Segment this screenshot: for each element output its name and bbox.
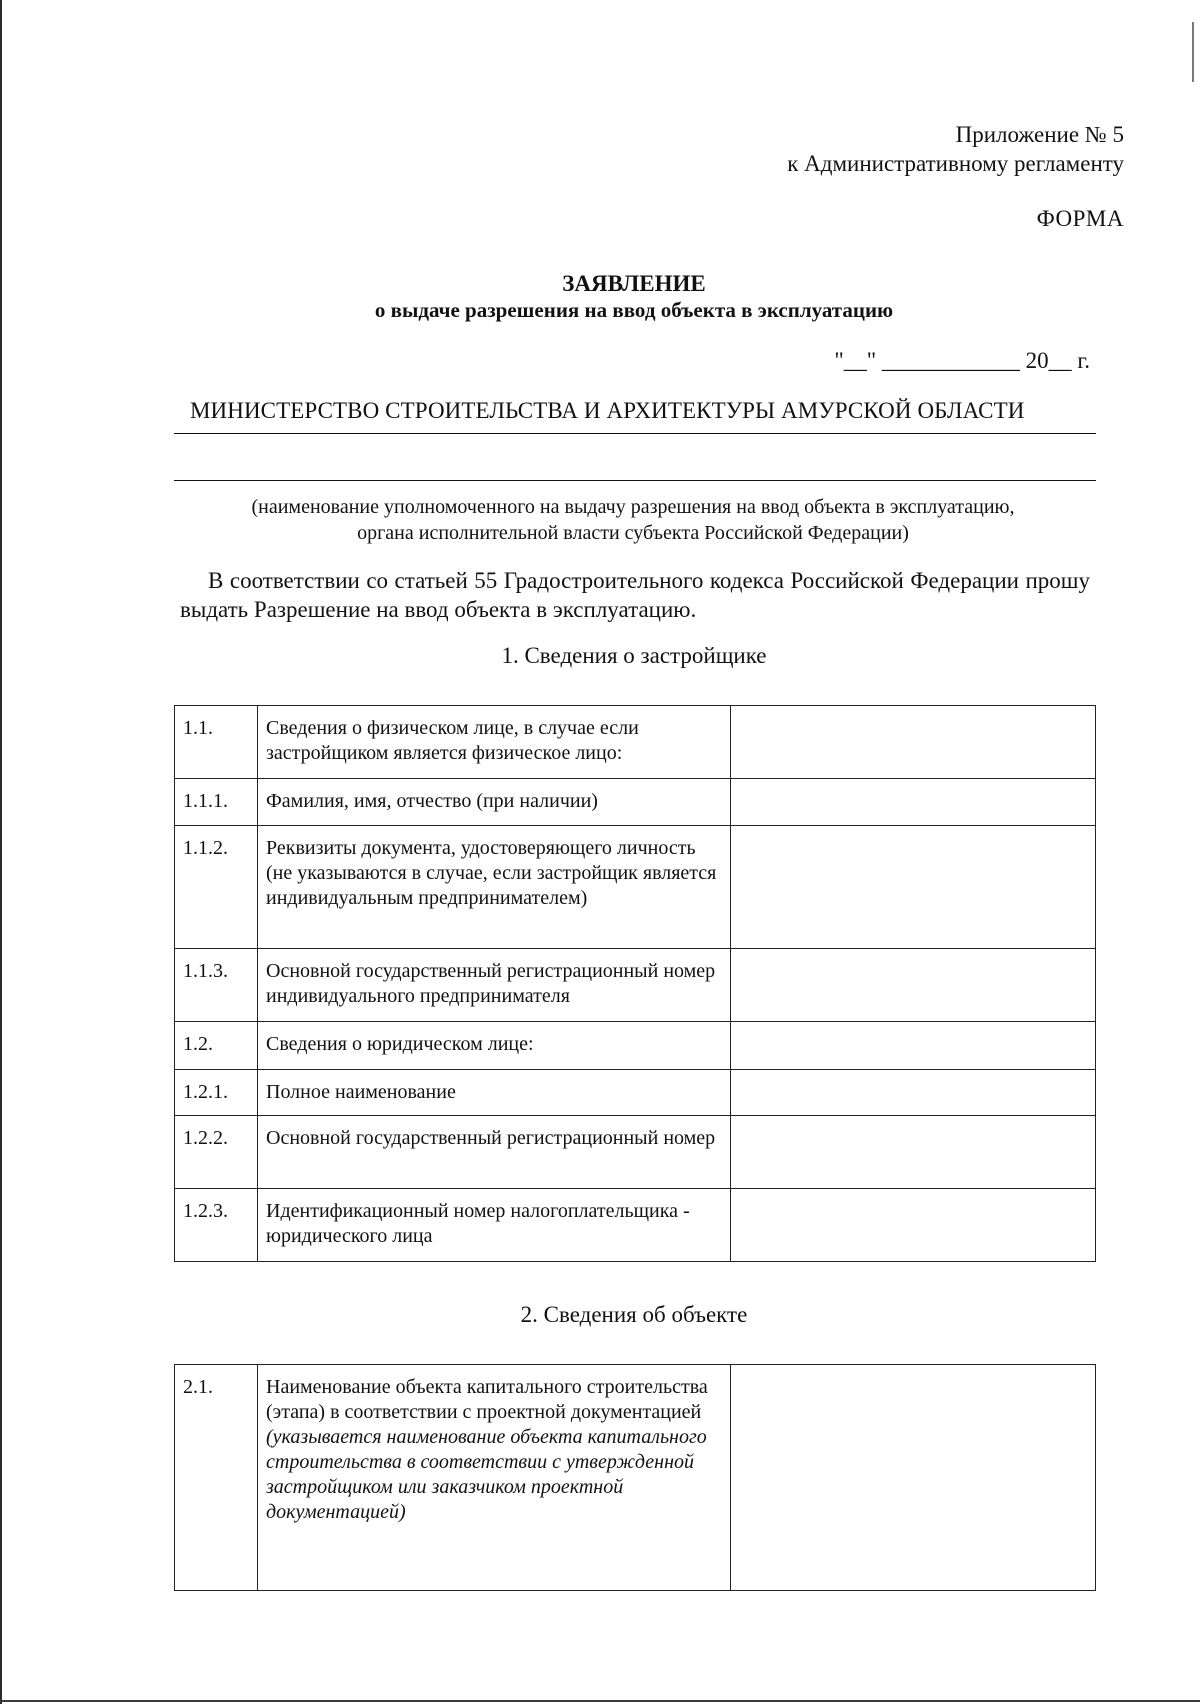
appendix-number: Приложение № 5 xyxy=(955,122,1124,147)
row-number: 2.1. xyxy=(175,1365,258,1591)
caption-line-2: органа исполнительной власти субъекта Российской Федерации) xyxy=(357,522,909,544)
row-label: Основной государственный регистрационный номер индивидуального предпринимателя xyxy=(258,949,731,1022)
row-number: 1.2. xyxy=(175,1022,258,1070)
row-value-cell[interactable] xyxy=(731,1116,1096,1189)
row-label: Сведения о физическом лице, в случае если застройщиком является физическое лицо: xyxy=(258,706,731,779)
row-number: 1.1.3. xyxy=(175,949,258,1022)
row-value-cell[interactable] xyxy=(731,779,1096,826)
object-info-table xyxy=(174,1364,1096,1591)
row-value-cell[interactable] xyxy=(731,1189,1096,1262)
intro-paragraph: В соответствии со статьей 55 Градостроительного кодекса Российской Федерации прошу выдать Разрешение на ввод объекта в эксплуатацию. xyxy=(180,568,1090,622)
row-number: 1.2.3. xyxy=(175,1189,258,1262)
row-number: 1.2.2. xyxy=(175,1116,258,1189)
date-field[interactable]: "__" ____________ 20__ г. xyxy=(834,348,1090,373)
authority-blank-line[interactable] xyxy=(174,480,1096,481)
section-2-title: 2. Сведения об объекте xyxy=(520,1302,748,1327)
scan-bottom-edge xyxy=(0,1700,1200,1702)
developer-info-table xyxy=(174,705,1096,1262)
row-label-cell xyxy=(258,1365,731,1591)
row-number: 1.1. xyxy=(175,706,258,779)
title-main: ЗАЯВЛЕНИЕ xyxy=(562,271,706,296)
row-value-cell[interactable] xyxy=(731,706,1096,779)
table-row xyxy=(175,779,1096,826)
row-value-cell[interactable] xyxy=(731,1022,1096,1070)
table-row xyxy=(175,1365,1096,1591)
table-row xyxy=(175,1189,1096,1262)
authority-caption xyxy=(170,494,1096,546)
ministry-underline xyxy=(174,433,1096,434)
table-row xyxy=(175,1022,1096,1070)
row-label: Реквизиты документа, удостоверяющего личность (не указываются в случае, если застройщик является индивидуальным предпринимателем) xyxy=(258,826,731,949)
table-row xyxy=(175,1116,1096,1189)
table-row xyxy=(175,1070,1096,1116)
document-title xyxy=(0,270,1200,324)
table-row xyxy=(175,949,1096,1022)
scan-left-edge xyxy=(0,0,2,1704)
caption-line-1: (наименование уполномоченного на выдачу разрешения на ввод объекта в эксплуатацию, xyxy=(251,496,1015,518)
row-number: 1.2.1. xyxy=(175,1070,258,1116)
row-note: (указывается наименование объекта капитального строительства в соответствии с утвержденной застройщиком или заказчиком проектной документацией) xyxy=(266,1426,707,1523)
row-label: Идентификационный номер налогоплательщика - юридического лица xyxy=(258,1189,731,1262)
table-row xyxy=(175,826,1096,949)
appendix-header xyxy=(787,120,1124,178)
row-number: 1.1.1. xyxy=(175,779,258,826)
row-value-cell[interactable] xyxy=(731,949,1096,1022)
title-subtitle: о выдаче разрешения на ввод объекта в эксплуатацию xyxy=(374,298,894,322)
row-value-cell[interactable] xyxy=(731,1070,1096,1116)
row-label: Сведения о юридическом лице: xyxy=(258,1022,731,1070)
row-value-cell[interactable] xyxy=(731,826,1096,949)
scan-mark xyxy=(1192,22,1194,82)
row-label: Основной государственный регистрационный номер xyxy=(258,1116,731,1189)
row-label: Полное наименование xyxy=(258,1070,731,1116)
table-row xyxy=(175,706,1096,779)
row-label: Наименование объекта капитального строительства (этапа) в соответствии с проектной документацией xyxy=(266,1376,708,1423)
form-label: ФОРМА xyxy=(1036,206,1124,231)
section-1-title: 1. Сведения о застройщике xyxy=(501,643,767,668)
row-label: Фамилия, имя, отчество (при наличии) xyxy=(258,779,731,826)
row-number: 1.1.2. xyxy=(175,826,258,949)
row-value-cell[interactable] xyxy=(731,1365,1096,1591)
appendix-reference: к Административному регламенту xyxy=(787,151,1124,176)
ministry-name: МИНИСТЕРСТВО СТРОИТЕЛЬСТВА И АРХИТЕКТУРЫ АМУРСКОЙ ОБЛАСТИ xyxy=(190,398,1025,423)
